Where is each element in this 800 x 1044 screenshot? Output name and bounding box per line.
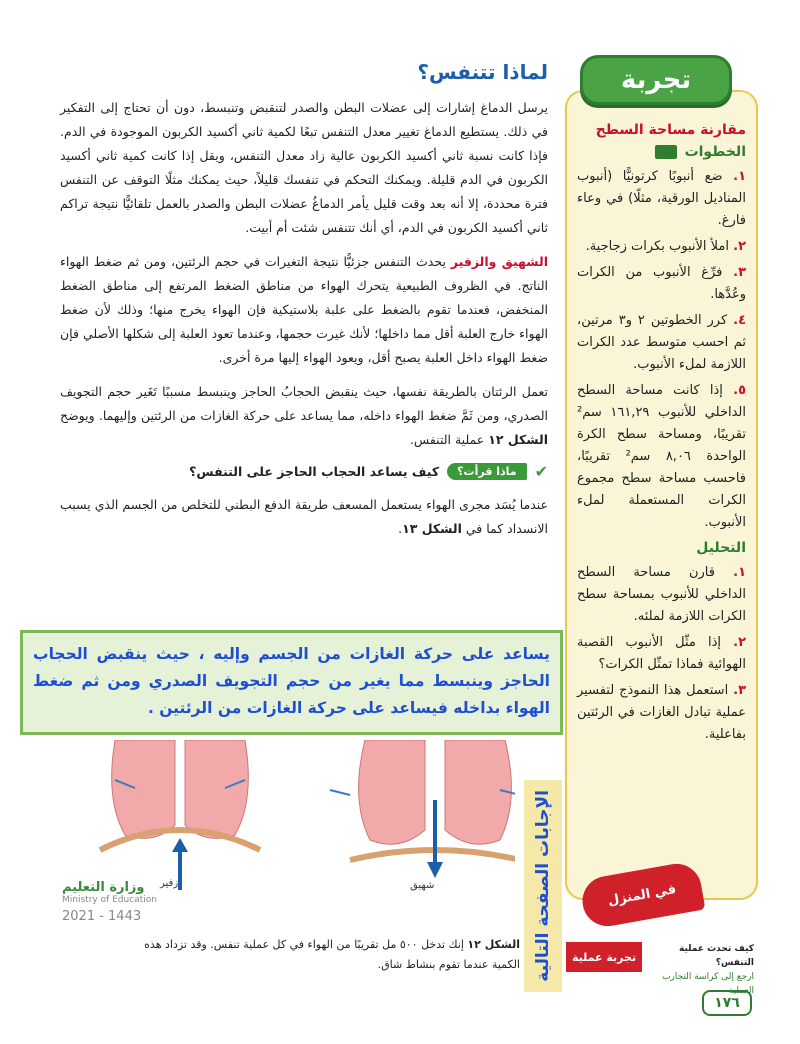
paragraph-airway: عندما يُسَد مجرى الهواء يستعمل المسعف طريقة الدفع البطني للتخلص من الجسم الذي يسبب الانسداد كما في الشكل ١٣. <box>60 497 548 536</box>
answer-box: يساعد على حركة الغازات من الجسم وإليه ، حيث ينقبض الحجاب الحاجز وينبسط مما يغير من حجم التجويف الصدري ومن ثم ضغط الهواء بداخله فيساعد على حركة الغازات من الرئتين . <box>20 630 563 735</box>
experiment-title: مقارنة مساحة السطح <box>595 122 746 138</box>
practical-text <box>642 942 758 996</box>
steps-list <box>577 166 746 534</box>
reading-check-badge: ماذا قرأت؟ <box>447 463 526 480</box>
experiment-banner: تجربة <box>580 55 732 105</box>
section-heading: لماذا تتنفس؟ <box>417 60 548 84</box>
step-item: ٣. فرِّغ الأنبوب من الكرات وعُدَّها. <box>577 265 746 302</box>
analysis-item: ٢. إذا مثّل الأنبوب القصبة الهوائية فماذا تمثّل الكرات؟ <box>577 635 746 672</box>
caption-figure-number: الشكل ١٢ <box>467 938 520 951</box>
reading-question <box>60 462 548 481</box>
ministry-name-ar: وزارة التعليم <box>62 880 145 895</box>
main-column <box>60 60 548 551</box>
edition-year: 2021 - 1443 <box>62 909 142 924</box>
paragraph-lungs: تعمل الرئتان بالطريقة نفسها، حيث ينقبض الحجابُ الحاجز وينبسط مسببًا تَغَير حجم التجويف الصدري، ومن ثَمَّ ضغط الهواء داخله، مما يساعد على حركة الغازات من الرئتين وإليهما. ويوضح الشكل ١٢ عملية التنفس. <box>60 384 548 447</box>
steps-heading: الخطوات <box>577 144 746 160</box>
checkmark-icon: ✔ <box>534 462 548 481</box>
page-number: ١٧٦ <box>702 990 752 1016</box>
step-item: ٤. كرر الخطوتين ٢ و٣ مرتين، ثم احسب متوسط عدد الكرات اللازمة لملء الأنبوب. <box>577 313 746 372</box>
experiment-sidebar <box>565 90 758 900</box>
lungs-figure <box>95 740 515 890</box>
ministry-logo <box>62 880 192 924</box>
exhale-lungs <box>100 740 260 890</box>
figure-ref-12: الشكل ١٢ <box>488 432 548 447</box>
analysis-list <box>577 562 746 746</box>
inhale-lungs <box>330 740 515 878</box>
figure-ref-13: الشكل ١٣ <box>402 521 462 536</box>
reading-question-text: كيف يساعد الحجاب الحاجز على التنفس؟ <box>189 464 440 479</box>
figure-caption <box>140 935 520 975</box>
label-inhale: شهيق <box>410 880 435 891</box>
step-item: ٥. إذا كانت مساحة السطح الداخلي للأنبوب ١٦١,٢٩ سم² تقريبًا، ومساحة سطح الكرة الواحدة ٨,٠٦ سم² تقريبًا، فاحسب مساحة سطح مجموع الكرات المستعملة لملء الأنبوب. <box>577 383 746 530</box>
term-inhale-exhale: الشهيق والزفير <box>450 254 549 269</box>
analysis-item: ١. قارن مساحة السطح الداخلي للأنبوب بمساحة سطح الكرات اللازمة لملئه. <box>577 565 746 624</box>
analysis-item: ٣. استعمل هذا النموذج لتفسير عملية تبادل الغازات في الرئتين بفاعلية. <box>577 683 746 742</box>
safety-icon <box>655 145 677 159</box>
paragraph-inhale-exhale: الشهيق والزفير يحدث التنفس جزئيًّا نتيجة التغيرات في حجم الرئتين، ومن ثم ضغط الهواء الناتج. في الظروف الطبيعية يتحرك الهواء من مناطق الضغط المرتفع إلى مناطق الضغط المنخفض، فعندما تقوم بالضغط على علبة بلاستيكية فإن الهواء يخرج منها؛ وذلك لأن ضغط الهواء خارج العلبة أقل مما داخلها؛ لأنك غيرت حجمها، وعندما تعود العلبة إلى شكلها الأصلي فإن ضغط الهواء داخل العلبة يصبح أقل، ويعود الهواء إليها مرة أخرى. <box>60 254 549 365</box>
step-item: ١. ضع أنبوبًا كرتونيًّا (أنبوب المناديل الورقية، مثلًا) في وعاء فارغ. <box>577 169 746 228</box>
practical-question: كيف تحدث عملية التنفس؟ <box>679 944 754 968</box>
practical-reference: ارجع إلى كراسة التجارب العملية <box>662 972 754 996</box>
step-item: ٢. املأ الأنبوب بكرات زجاجية. <box>585 239 746 254</box>
caption-text: إنك تدخل ٥٠٠ مل تقريبًا من الهواء في كل عملية تنفس. وقد تزداد هذه الكمية عندما تقوم بنشاط شاق. <box>144 938 520 971</box>
at-home-badge: في المنزل <box>579 860 706 930</box>
label-exhale: زفير <box>160 878 179 889</box>
practical-tag: تجربة عملية <box>566 942 642 972</box>
lungs-illustration <box>95 740 515 890</box>
next-page-note <box>524 780 562 992</box>
next-page-text: الإجابات الصفحة التالية <box>533 790 553 982</box>
paragraph-why-breathe: يرسل الدماغ إشارات إلى عضلات البطن والصدر لتنقبض وتنبسط، دون أن تحتاج إلى التفكير في ذلك. يستطيع الدماغ تغيير معدل التنفس تبعًا لكمية ثاني أكسيد الكربون الموجودة في الدم. فإذا كانت نسبة ثاني أكسيد الكربون عالية زاد معدل التنفس، ويقل إذا كانت كمية ثاني أكسيد الكربون في الدم قليلة. ويمكنك التحكم في تنفسك قليلاً، حيث يمكنك مثلًا التوقف عن التنفس فترة محددة، إلا أنه بعد وقت قليل يأمر الدماغُ عضلات البطن والصدر بالعمل تلقائيًّا نتيجة تراكم ثاني أكسيد الكربون في الدم، أي أنك تتنفس شئت أم أبيت. <box>60 100 548 235</box>
ministry-name-en: Ministry of Education <box>62 895 157 905</box>
analysis-heading: التحليل <box>696 540 746 556</box>
practical-experiment-strip <box>566 942 758 996</box>
